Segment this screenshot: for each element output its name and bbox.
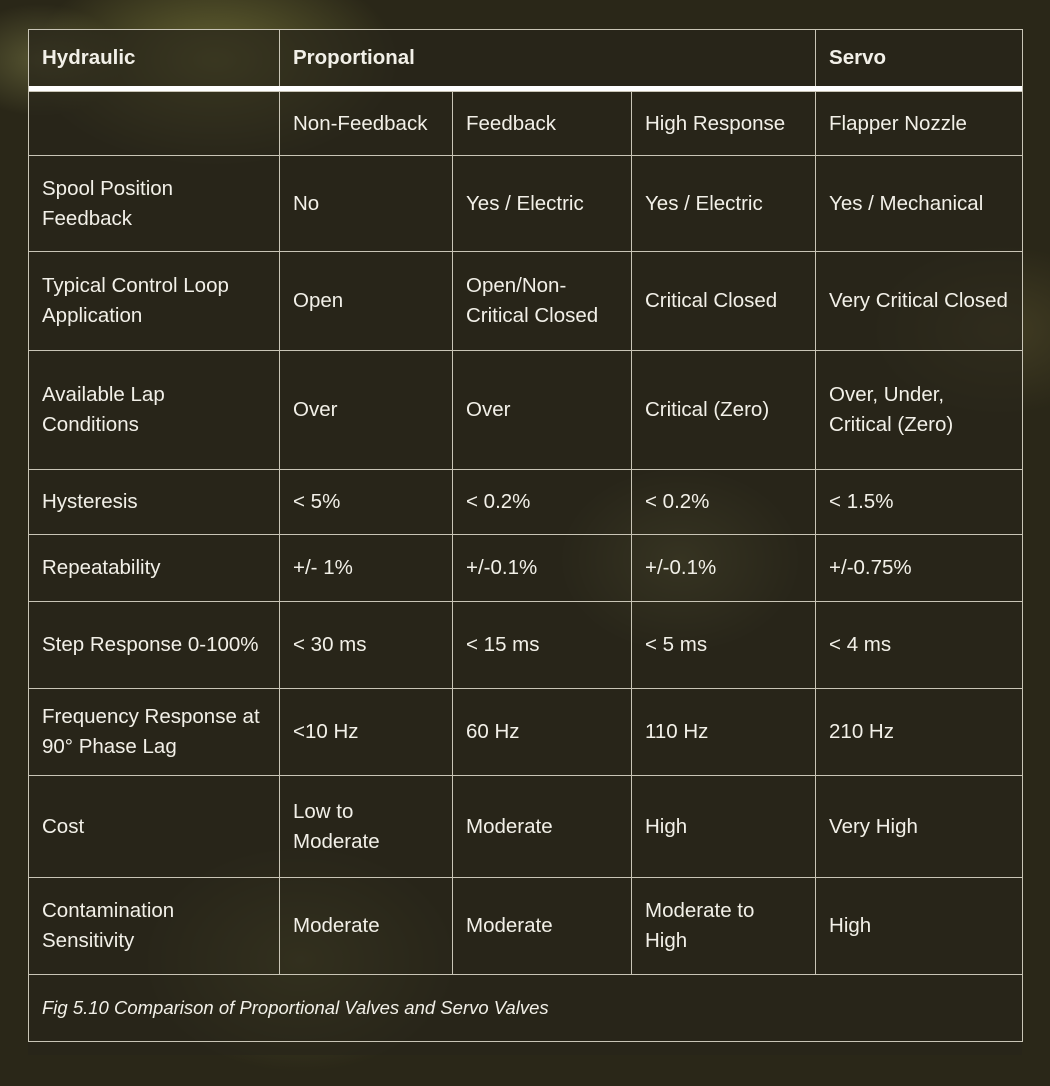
header-proportional: Proportional — [280, 30, 816, 87]
table-cell: < 4 ms — [816, 602, 1023, 689]
table-cell: High — [632, 776, 816, 878]
table-cell: Yes / Mechanical — [816, 156, 1023, 252]
row-label: Available Lap Conditions — [29, 351, 280, 470]
table-row — [29, 878, 1023, 975]
table-cell: <10 Hz — [280, 689, 453, 776]
row-label: Frequency Response at 90° Phase Lag — [29, 689, 280, 776]
table-cell: Critical Closed — [632, 252, 816, 351]
row-label: Contamination Sensitivity — [29, 878, 280, 975]
table-cell: +/-0.75% — [816, 535, 1023, 602]
subheader-row — [29, 92, 1023, 156]
table-cell: < 5% — [280, 470, 453, 535]
subheader-high-response: High Response — [632, 92, 816, 156]
header-servo: Servo — [816, 30, 1023, 87]
table-row — [29, 351, 1023, 470]
row-label: Repeatability — [29, 535, 280, 602]
table-cell: +/- 1% — [280, 535, 453, 602]
table-row — [29, 252, 1023, 351]
table-cell: +/-0.1% — [453, 535, 632, 602]
row-label: Cost — [29, 776, 280, 878]
table-cell: Critical (Zero) — [632, 351, 816, 470]
table-cell: Moderate — [453, 878, 632, 975]
table-cell: Over — [280, 351, 453, 470]
table-cell: Moderate to High — [632, 878, 816, 975]
table-row — [29, 470, 1023, 535]
table-cell: +/-0.1% — [632, 535, 816, 602]
row-label: Step Response 0-100% — [29, 602, 280, 689]
table-row — [29, 602, 1023, 689]
subheader-feedback: Feedback — [453, 92, 632, 156]
table-cell: Very High — [816, 776, 1023, 878]
table-cell: < 5 ms — [632, 602, 816, 689]
table-cell: 210 Hz — [816, 689, 1023, 776]
table-cell: < 30 ms — [280, 602, 453, 689]
row-label: Typical Control Loop Application — [29, 252, 280, 351]
valve-comparison-table — [28, 29, 1023, 1042]
table-cell: Over — [453, 351, 632, 470]
table-cell: Open/Non-Critical Closed — [453, 252, 632, 351]
row-label: Spool Position Feedback — [29, 156, 280, 252]
table-cell: Yes / Electric — [632, 156, 816, 252]
table-cell: < 0.2% — [453, 470, 632, 535]
table-cell: Low to Moderate — [280, 776, 453, 878]
table-cell: Over, Under, Critical (Zero) — [816, 351, 1023, 470]
table-cell: 110 Hz — [632, 689, 816, 776]
subheader-non-feedback: Non-Feedback — [280, 92, 453, 156]
table-cell: < 15 ms — [453, 602, 632, 689]
subheader-flapper-nozzle: Flapper Nozzle — [816, 92, 1023, 156]
table-row — [29, 535, 1023, 602]
header-hydraulic: Hydraulic — [29, 30, 280, 87]
table-cell: < 0.2% — [632, 470, 816, 535]
table-cell: Open — [280, 252, 453, 351]
table-cell: High — [816, 878, 1023, 975]
table-cell: < 1.5% — [816, 470, 1023, 535]
row-label: Hysteresis — [29, 470, 280, 535]
table-row — [29, 689, 1023, 776]
figure-caption: Fig 5.10 Comparison of Proportional Valves and Servo Valves — [29, 975, 1023, 1042]
table-cell: Moderate — [280, 878, 453, 975]
table-cell: 60 Hz — [453, 689, 632, 776]
table-cell: Yes / Electric — [453, 156, 632, 252]
table-header-row — [29, 30, 1023, 87]
subheader-empty — [29, 92, 280, 156]
caption-row — [29, 975, 1023, 1042]
table-cell: No — [280, 156, 453, 252]
table-cell: Moderate — [453, 776, 632, 878]
table-cell: Very Critical Closed — [816, 252, 1023, 351]
table-row — [29, 776, 1023, 878]
comparison-table-frame — [28, 29, 1022, 1055]
table-row — [29, 156, 1023, 252]
